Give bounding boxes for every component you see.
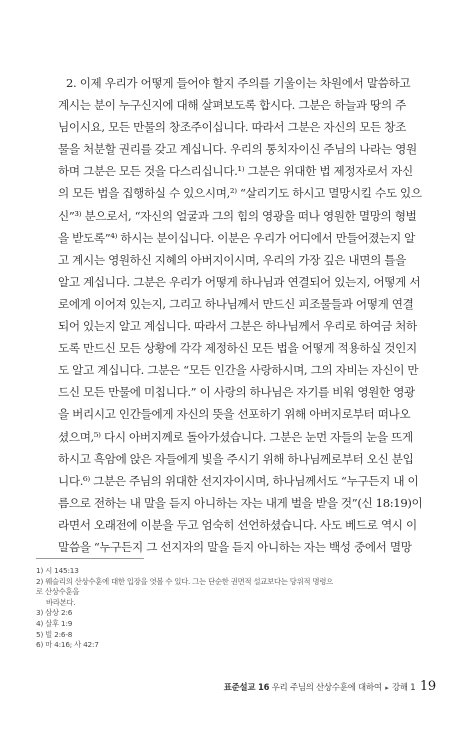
- text-line: 름으로 전하는 내 말을 듣지 아니하는 자는 내게 벌을 받을 것”(신 18:19)이: [58, 495, 423, 510]
- text-line: 의 모든 법을 집행하실 수 있으시며,²⁾ “살리기도 하시고 멸망시킬 수도 있으: [58, 186, 422, 201]
- text-line: 을 버리시고 인간들에게 자신의 뜻을 선포하기 위해 아버지로부터 떠나오: [58, 407, 411, 422]
- triangle-right-icon: ▸: [385, 684, 389, 692]
- text-line: 하며 그분은 모든 것을 다스리십니다.¹⁾ 그분은 위대한 법 제정자로서 자신: [58, 164, 413, 179]
- text-line: 되어 있는지 알고 계십니다. 따라서 그분은 하나님께서 우리로 하여금 처하: [58, 319, 417, 334]
- footer-lecture: 강해 1: [392, 682, 416, 692]
- footnote: 1) 시 145:13: [36, 566, 79, 575]
- text-line: 도 알고 계십니다. 그분은 “모든 인간을 사랑하시며, 그의 자비는 자신이 만: [58, 363, 419, 378]
- footnotes: [36, 566, 336, 651]
- text-line: 계시는 분이 누구신지에 대해 살펴보도록 합시다. 그분은 하늘과 땅의 주: [58, 98, 406, 113]
- text-line: 도록 만드신 모든 상황에 각각 제정하신 모든 법을 어떻게 적용하실 것인지: [58, 341, 417, 356]
- text-line: 신”³⁾ 분으로서, “자신의 얼굴과 그의 힘의 영광을 떠나 영원한 멸망의 형벌: [58, 208, 417, 223]
- footnote-continuation: 바라본다.: [46, 597, 76, 607]
- running-footer: [224, 679, 436, 694]
- text-line: 말씀을 “누구든지 그 선지자의 말을 듣지 아니하는 자는 백성 중에서 멸망: [58, 539, 412, 554]
- footer-series: 표준설교 16: [223, 682, 270, 692]
- text-line: 니다.⁶⁾ 그분은 주님의 위대한 선지자이시며, 하나님께서도 “누구든지 내 이: [58, 473, 419, 488]
- footnote: 2) 웨슬리의 산상수훈에 대한 입장을 엿볼 수 있다. 그는 단순한 권면적 설교보다는 당위적 명령으로 산상수훈을: [36, 576, 334, 597]
- text-line: 2. 이제 우리가 어떻게 들어야 할지 주의를 기울이는 차원에서 말씀하고: [66, 76, 411, 90]
- text-line: 드신 모든 만물에 미칩니다.” 이 사랑의 하나님은 자기를 비워 영원한 영광: [58, 385, 415, 400]
- page-number: 19: [419, 679, 436, 694]
- text-line: 을 받도록”⁴⁾ 하시는 분이십니다. 이분은 우리가 어디에서 만들어졌는지 알: [58, 230, 416, 245]
- text-line: 로에게 이어져 있는지, 그리고 하나님께서 만드신 피조물들과 어떻게 연결: [58, 296, 414, 311]
- text-line: 라면서 오래전에 이분을 두고 엄숙히 선언하셨습니다. 사도 베드로 역시 이: [58, 517, 417, 532]
- footnote: 5) 빌 2:6-8: [36, 629, 73, 639]
- text-line: 셨으며,⁵⁾ 다시 아버지께로 돌아가셨습니다. 그분은 눈먼 자들의 눈을 뜨게: [58, 429, 413, 444]
- footnote: 6) 마 4:16; 사 42:7: [36, 640, 99, 650]
- text-line: 고 계시는 영원하신 지혜의 아버지이시며, 우리의 가장 깊은 내면의 틀을: [58, 252, 406, 267]
- footnote-divider: [36, 558, 144, 559]
- text-line: 님이시요, 모든 만물의 창조주이십니다. 따라서 그분은 자신의 모든 창조: [58, 120, 406, 135]
- footer-chapter: 우리 주님의 산상수훈에 대하여: [271, 682, 382, 692]
- text-line: 물을 처분할 권리를 갖고 계십니다. 우리의 통치자이신 주님의 나라는 영원: [58, 142, 417, 157]
- text-line: 하시고 흑암에 앉은 자들에게 빛을 주시기 위해 하나님께로부터 오신 분입: [58, 451, 414, 466]
- footnote: 4) 살후 1:9: [36, 618, 73, 628]
- sermon-text: [58, 72, 423, 558]
- text-line: 알고 계십니다. 그분은 우리가 어떻게 하나님과 연결되어 있는지, 어떻게 서: [58, 274, 421, 289]
- footnote: 3) 삼상 2:6: [36, 608, 73, 618]
